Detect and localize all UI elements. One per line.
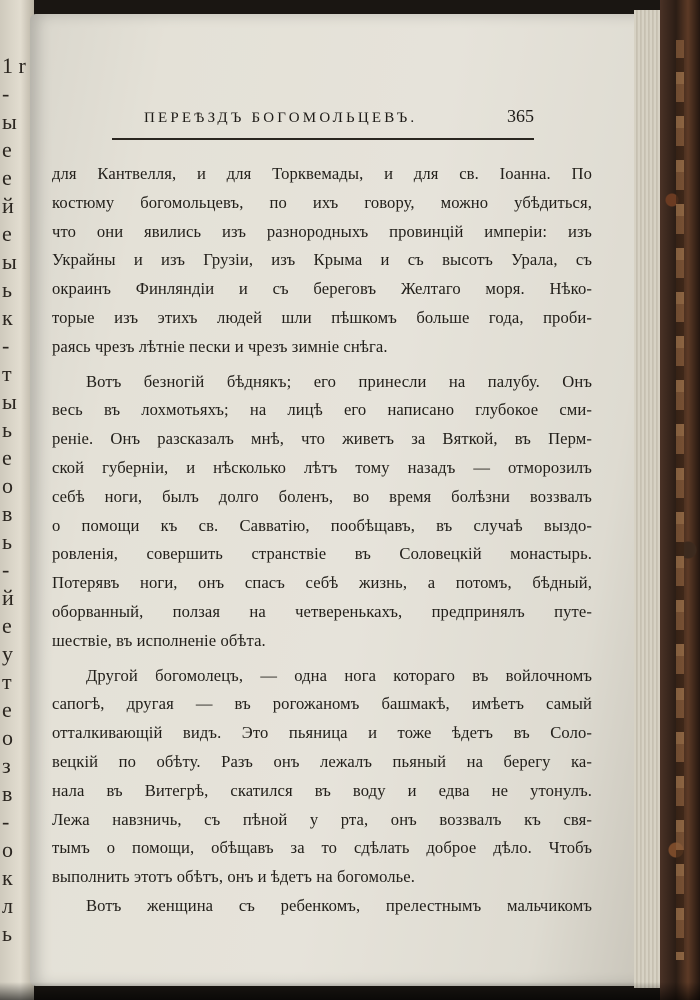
left-page-fragment: о xyxy=(2,837,13,862)
text-line: Вотъ женщина съ ребенкомъ, прелестнымъ мальчикомъ xyxy=(86,895,592,915)
text-line: выполнить этотъ обѣтъ, онъ и ѣдетъ на богомолье. xyxy=(52,867,416,887)
text-line: отталкивающій видъ. Это пьяница и тоже ѣдетъ въ Соло- xyxy=(52,723,592,743)
left-page-fragment: - xyxy=(2,809,10,834)
text-line: Украйны и изъ Грузіи, изъ Крыма и съ высотъ Урала, съ xyxy=(52,250,592,270)
left-page-fragment: - xyxy=(2,557,10,582)
left-page-fragment: ь xyxy=(2,277,13,302)
left-page-fragment: е xyxy=(2,445,12,470)
text-line: Вотъ безногій бѣднякъ; его принесли на палубу. Онъ xyxy=(86,371,592,391)
left-page-fragment: з xyxy=(2,753,11,778)
left-page-fragment: ы xyxy=(2,389,17,414)
text-line: торые изъ этихъ людей шли пѣшкомъ больше года, проби- xyxy=(52,307,592,327)
left-page-fragment: ы xyxy=(2,109,17,134)
left-page-fragment: 1 r xyxy=(2,53,26,78)
text-line: себѣ ноги, былъ долго боленъ, во время болѣзни воззвалъ xyxy=(52,486,592,506)
left-page-fragment: ь xyxy=(2,529,13,554)
text-line: для Кантвелля, и для Торквемады, и для св. Іоанна. По xyxy=(52,164,592,183)
text-line: тымъ о помощи, обѣщавъ за то сдѣлать доброе дѣло. Чтобъ xyxy=(52,838,592,858)
left-page-fragment: в xyxy=(2,781,13,806)
text-line: реніе. Онъ разсказалъ мнѣ, что живетъ за Вяткой, въ Перм- xyxy=(52,429,592,449)
left-page-fragment: ь xyxy=(2,921,13,946)
text-line: ской губерніи, и нѣсколько лѣтъ тому назадъ — отморозилъ xyxy=(52,457,592,477)
page-body xyxy=(52,160,592,921)
left-page-fragment: о xyxy=(2,473,13,498)
text-line: сапогѣ, другая — въ рогожаномъ башмакѣ, имѣетъ самый xyxy=(52,694,592,714)
text-line: вецкій по обѣту. Разъ онъ лежалъ пьяный на берегу ка- xyxy=(52,751,592,771)
cover-marbling xyxy=(676,40,684,960)
text-line: что они явились изъ разнородныхъ провинцій имперіи: изъ xyxy=(52,221,592,241)
left-page-edge xyxy=(0,0,34,1000)
text-line: Потерявъ ноги, онъ спасъ себѣ жизнь, а потомъ, бѣдный, xyxy=(52,573,592,593)
text-line: Лежа навзничь, съ пѣной у рта, онъ воззвалъ къ свя- xyxy=(52,809,592,829)
text-line: окраинъ Финляндіи и съ береговъ Желтаго моря. Нѣко- xyxy=(52,279,592,299)
left-page-fragment: к xyxy=(2,865,13,890)
text-line: о помощи къ св. Савватію, пообѣщавъ, въ случаѣ выздо- xyxy=(52,515,592,535)
left-page-fragment: у xyxy=(2,641,13,666)
left-page-fragment: е xyxy=(2,137,12,162)
left-page-fragment: - xyxy=(2,333,10,358)
left-page-fragment: о xyxy=(2,725,13,750)
left-page-fragment: к xyxy=(2,305,13,330)
bottom-shadow xyxy=(0,982,700,1000)
text-line: раясь чрезъ лѣтніе пески и чрезъ зимніе снѣга. xyxy=(52,336,388,356)
text-line: ровленія, совершить странствіе въ Соловецкій монастырь. xyxy=(52,544,592,564)
left-page-fragment: т xyxy=(2,669,12,694)
text-line: весь въ лохмотьяхъ; на лицѣ его написано глубокое сми- xyxy=(52,400,592,420)
left-page-fragment: ы xyxy=(2,249,17,274)
page-number: 365 xyxy=(507,106,534,126)
left-page-fragment: е xyxy=(2,613,12,638)
text-line: Другой богомолецъ, — одна нога котораго въ войлочномъ xyxy=(86,665,592,685)
left-page-fragment: й xyxy=(2,193,14,218)
text-line: костюму богомольцевъ, по ихъ говору, можно убѣдиться, xyxy=(52,192,592,212)
left-page-fragment: в xyxy=(2,501,13,526)
left-page-fragment: е xyxy=(2,165,12,190)
text-line: шествіе, въ исполненіе обѣта. xyxy=(52,630,266,650)
header-title: ПЕРЕѢЗДЪ БОГОМОЛЬЦЕВЪ. xyxy=(144,110,418,126)
text-line: оборванный, ползая на четверенькахъ, предпринялъ путе- xyxy=(52,601,592,621)
header-rule xyxy=(112,138,534,140)
left-page-fragment: ь xyxy=(2,417,13,442)
left-page-fragment: е xyxy=(2,221,12,246)
text-line: нала въ Витегрѣ, скатился въ воду и едва не утонулъ. xyxy=(52,780,592,800)
running-header xyxy=(114,106,534,134)
left-page-fragment: т xyxy=(2,361,12,386)
left-page-fragment: е xyxy=(2,697,12,722)
left-page-fragment: й xyxy=(2,585,14,610)
left-page-fragment: - xyxy=(2,81,10,106)
left-page-fragment: л xyxy=(2,893,13,918)
